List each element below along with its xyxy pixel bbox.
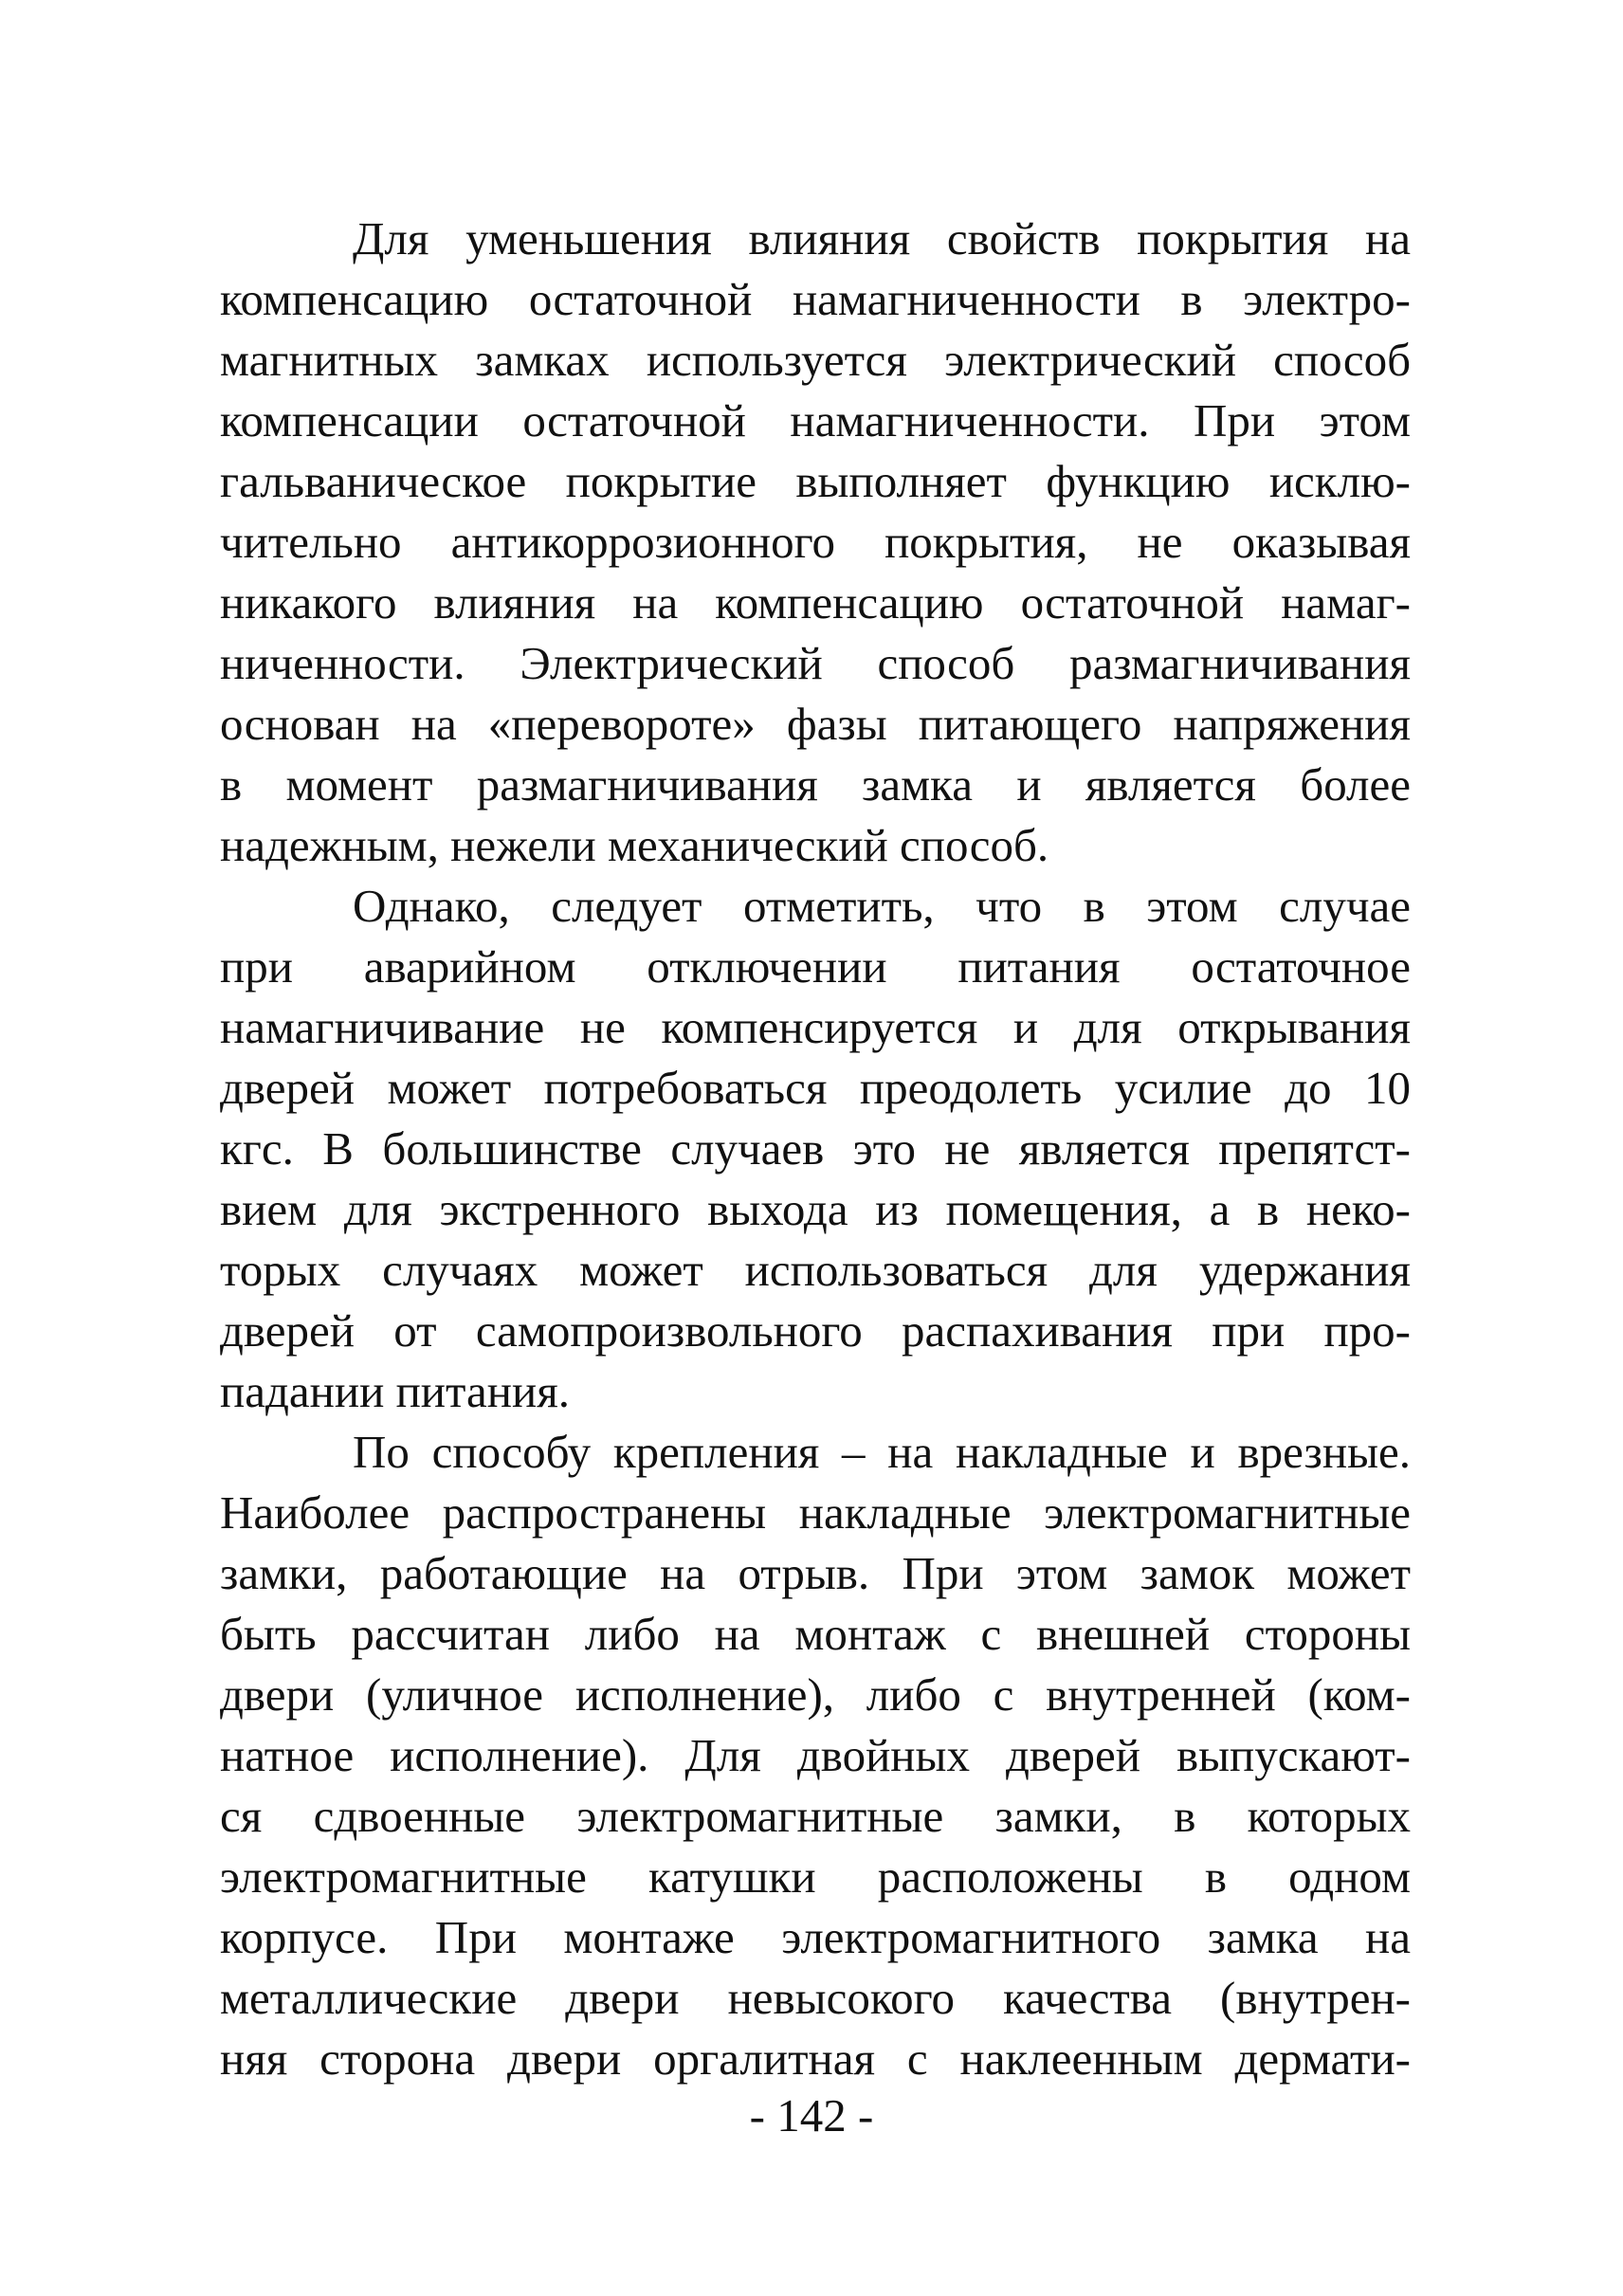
text-line: при аварийном отключении питания остаточное xyxy=(220,940,1411,993)
text-line: чительно антикоррозионного покрытия, не оказывая xyxy=(220,516,1411,568)
text-line: основан на «перевороте» фазы питающего напряжения xyxy=(220,698,1411,750)
text-line: По способу крепления – на накладные и врезные. xyxy=(353,1426,1411,1478)
text-line: няя сторона двери оргалитная с наклеенным дермати- xyxy=(220,2032,1411,2085)
text-line: натное исполнение). Для двойных дверей выпускают- xyxy=(220,1729,1411,1781)
text-line: кгс. В большинстве случаев это не является препятст- xyxy=(220,1122,1411,1175)
text-line: надежным, нежели механический способ. xyxy=(220,819,1049,871)
text-line: торых случаях может использоваться для удержания xyxy=(220,1244,1411,1296)
text-line: ниченности. Электрический способ размагничивания xyxy=(220,637,1411,689)
page-number: - 142 - xyxy=(749,2089,874,2141)
text-line: дверей от самопроизвольного распахивания при про- xyxy=(220,1304,1411,1357)
text-line: никакого влияния на компенсацию остаточной намаг- xyxy=(220,576,1411,629)
text-line: Для уменьшения влияния свойств покрытия на xyxy=(353,212,1411,264)
text-line: дверей может потребоваться преодолеть усилие до 10 xyxy=(220,1062,1411,1114)
text-line: Наиболее распространены накладные электромагнитные xyxy=(220,1486,1411,1539)
text-line: ся сдвоенные электромагнитные замки, в которых xyxy=(220,1790,1411,1842)
text-line: быть рассчитан либо на монтаж с внешней стороны xyxy=(220,1608,1411,1660)
text-line: в момент размагничивания замка и является более xyxy=(220,758,1411,811)
text-line: двери (уличное исполнение), либо с внутренней (ком- xyxy=(220,1668,1411,1721)
text-line: металлические двери невысокого качества (внутрен- xyxy=(220,1972,1411,2024)
body-text xyxy=(220,209,1411,2089)
text-line: компенсации остаточной намагниченности. При этом xyxy=(220,394,1411,446)
text-line: гальваническое покрытие выполняет функцию исклю- xyxy=(220,455,1411,507)
text-line: замки, работающие на отрыв. При этом замок может xyxy=(220,1547,1411,1599)
text-line: вием для экстренного выхода из помещения, а в неко- xyxy=(220,1183,1411,1235)
text-line: намагничивание не компенсируется и для открывания xyxy=(220,1001,1411,1053)
text-line: корпусе. При монтаже электромагнитного замка на xyxy=(220,1911,1411,1963)
text-line: магнитных замках используется электрический способ xyxy=(220,334,1411,386)
text-line: Однако, следует отметить, что в этом случае xyxy=(353,880,1411,932)
text-line: электромагнитные катушки расположены в одном xyxy=(220,1850,1411,1903)
text-line: падании питания. xyxy=(220,1365,571,1417)
text-line: компенсацию остаточной намагниченности в электро- xyxy=(220,273,1411,325)
